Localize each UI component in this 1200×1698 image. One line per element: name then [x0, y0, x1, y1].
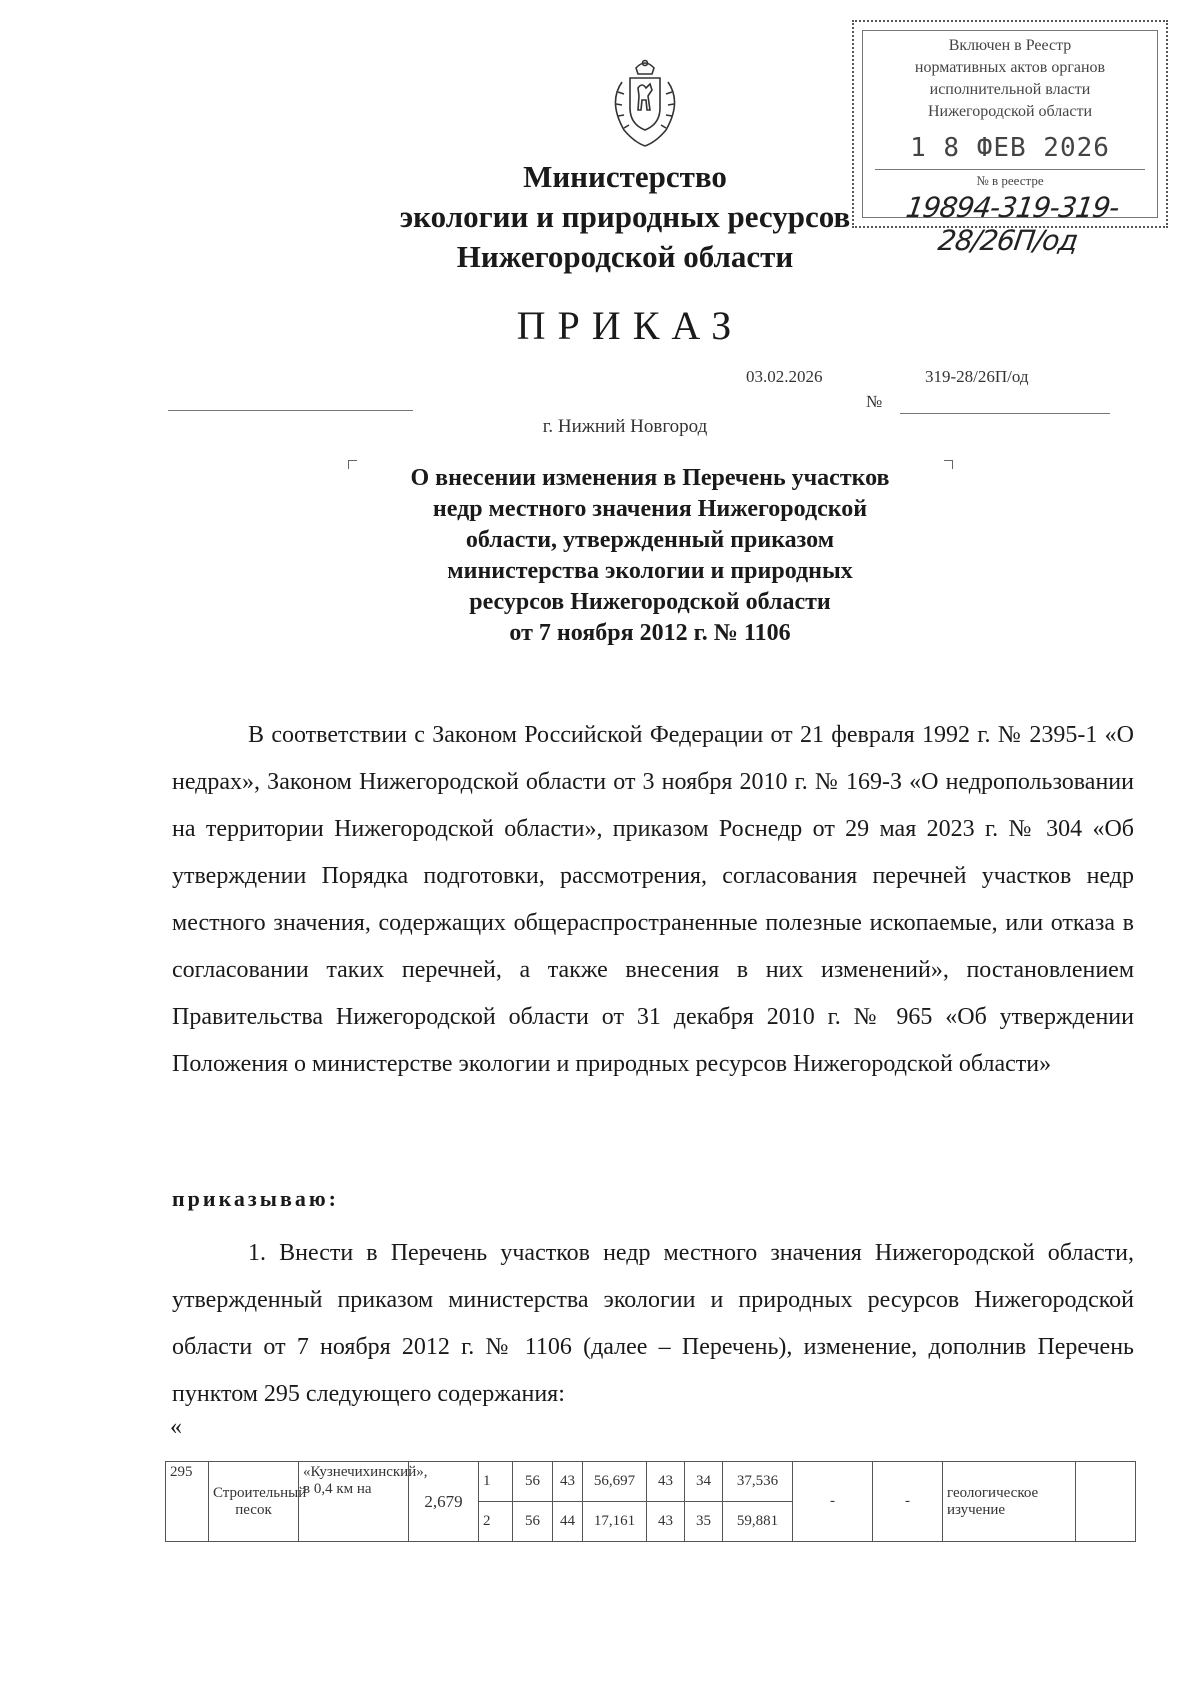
subject-line: недр местного значения Нижегородской	[432, 496, 868, 522]
cell-area: 2,679	[409, 1462, 479, 1542]
cell-item-no: 295	[166, 1462, 209, 1542]
subject-line: О внесении изменения в Перечень участков	[410, 465, 890, 491]
point-1-paragraph: 1. Внести в Перечень участков недр местного значения Нижегородской области, утвержденный приказом министерства экологии и природных ресурсов Нижегородской области от 7 ноября 2012 г. № 1106 (далее – Перечень), изменение, дополнив Перечень пунктом 295 следующего содержания:	[172, 1240, 1134, 1407]
cell-lon-deg: 43	[647, 1462, 685, 1502]
ministry-title-line: Министерство	[523, 159, 727, 194]
stamp-line: Включен в Реестр	[948, 37, 1072, 54]
date-underline	[168, 410, 413, 411]
subject-corner-left	[348, 460, 357, 469]
cell-lon-sec: 59,881	[723, 1502, 793, 1542]
cell-purpose: геологическое изучение	[943, 1462, 1076, 1542]
cell-lon-deg: 43	[647, 1502, 685, 1542]
preamble-paragraph: В соответствии с Законом Российской Федерации от 21 февраля 1992 г. № 2395-1 «О недрах», Законом Нижегородской области от 3 ноября 2010 г. № 169-З «О недропользовании на территории Нижегородской области», приказом Роснедр от 29 мая 2023 г. № 304 «Об утверждении Порядка подготовки, рассмотрения, согласования перечней участков недр местного значения, содержащих общераспространенные полезные ископаемые, или отказа в согласовании таких перечней, а также внесения в них изменений», постановлением Правительства Нижегородской области от 31 декабря 2010 г. № 965 «Об утверждении Положения о министерстве экологии и природных ресурсов Нижегородской области»	[172, 722, 1134, 1077]
cell-lat-deg: 56	[513, 1462, 553, 1502]
cell-location: «Кузнечихинский», в 0,4 км на	[299, 1462, 409, 1542]
cell-lon-min: 34	[685, 1462, 723, 1502]
cell-lat-min: 43	[553, 1462, 583, 1502]
subject-line: области, утвержденный приказом	[465, 527, 835, 553]
cell-last	[1076, 1462, 1136, 1542]
cell-mineral: Строительный песок	[209, 1462, 299, 1542]
ministry-title-line: Нижегородской области	[456, 239, 794, 274]
cell-lon-min: 35	[685, 1502, 723, 1542]
stamp-line: Нижегородской области	[927, 103, 1092, 120]
order-word: приказываю:	[172, 1186, 339, 1211]
number-underline	[900, 413, 1110, 414]
stamp-registry-number: 19894-319-319-28/26П/од	[903, 191, 1121, 257]
stamp-date: 1 8 ФЕВ 2026	[910, 133, 1110, 163]
document-date: 03.02.2026	[746, 367, 823, 386]
number-sign: №	[866, 392, 883, 411]
subject-corner-right	[944, 460, 953, 469]
cell-lat-min: 44	[553, 1502, 583, 1542]
stamp-registry-label: № в реестре	[976, 173, 1044, 188]
coat-of-arms-icon	[600, 58, 690, 150]
subject-line: ресурсов Нижегородской области	[469, 589, 831, 615]
document-type: ПРИКАЗ	[516, 303, 744, 348]
cell-point: 2	[479, 1502, 513, 1542]
cell-col-a: -	[793, 1462, 873, 1542]
subject-line: от 7 ноября 2012 г. № 1106	[509, 620, 791, 646]
table-row	[166, 1462, 1136, 1502]
cell-lat-sec: 56,697	[583, 1462, 647, 1502]
cell-lat-sec: 17,161	[583, 1502, 647, 1542]
cell-lat-deg: 56	[513, 1502, 553, 1542]
ministry-title-line: экологии и природных ресурсов	[399, 199, 851, 234]
item-table	[165, 1461, 1136, 1542]
cell-point: 1	[479, 1462, 513, 1502]
subject-line: министерства экологии и природных	[447, 558, 853, 584]
cell-col-b: -	[873, 1462, 943, 1542]
city: г. Нижний Новгород	[542, 416, 708, 437]
stamp-line: исполнительной власти	[929, 81, 1091, 98]
open-quote: «	[170, 1414, 182, 1440]
stamp-line: нормативных актов органов	[914, 59, 1106, 76]
document-subject	[360, 463, 940, 649]
cell-lon-sec: 37,536	[723, 1462, 793, 1502]
document-number: 319-28/26П/од	[925, 367, 1029, 386]
